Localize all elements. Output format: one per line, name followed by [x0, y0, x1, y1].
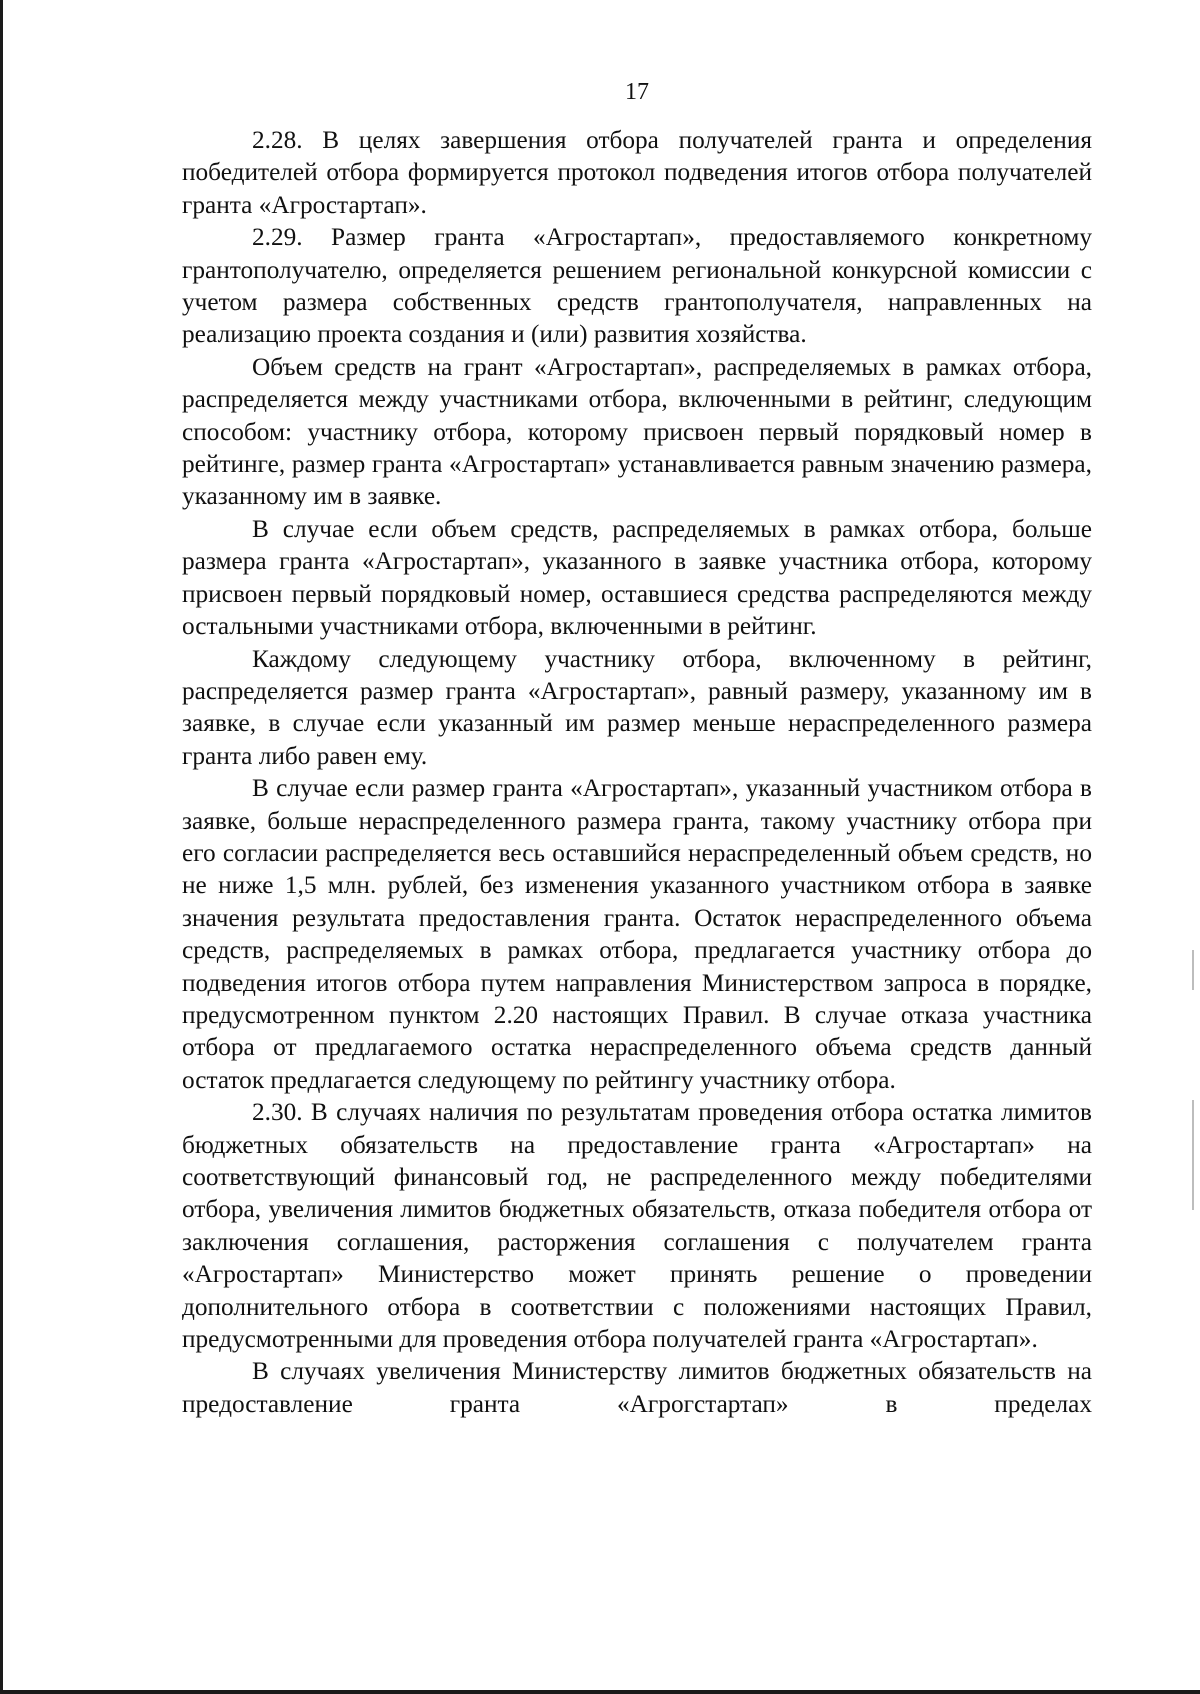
scan-border-left: [0, 0, 3, 1694]
paragraph: Объем средств на грант «Агростартап», распределяемых в рамках отбора, распределяется между участниками отбора, включенными в рейтинг, следующим способом: участнику отбора, которому присвоен первый порядковый номер в рейтинге, размер гранта «Агростартап» устанавливается равным значению размера, указанному им в заявке.: [182, 352, 1092, 511]
scan-border-bottom: [0, 1690, 1200, 1694]
document-body: [182, 124, 1092, 1420]
paragraph-2-30: 2.30. В случаях наличия по результатам проведения отбора остатка лимитов бюджетных обязательств на предоставление гранта «Агростартап» на соответствующий финансовый год, не распределенного между победителями отбора, увеличения лимитов бюджетных обязательств, отказа победителя отбора от заключения соглашения, расторжения соглашения с получателем гранта «Агростартап» Министерство может принять решение о проведении дополнительного отбора в соответствии с положениями настоящих Правил, предусмотренными для проведения отбора получателей гранта «Агростартап».: [182, 1098, 1092, 1354]
paragraph-2-29: 2.29. Размер гранта «Агростартап», предоставляемого конкретному грантополучателю, определяется решением региональной конкурсной комиссии с учетом размера собственных средств грантополучателя, направленных на реализацию проекта создания и (или) развития хозяйства.: [182, 223, 1092, 349]
paragraph: Каждому следующему участнику отбора, включенному в рейтинг, распределяется размер гранта «Агростартап», равный размеру, указанному им в заявке, в случае если указанный им размер меньше нераспределенного размера гранта либо равен ему.: [182, 644, 1092, 770]
paragraph-2-28: 2.28. В целях завершения отбора получателей гранта и определения победителей отбора формируется протокол подведения итогов отбора получателей гранта «Агростартап».: [182, 126, 1092, 219]
page-number: 17: [625, 79, 649, 105]
scan-mark-right: [1192, 1100, 1194, 1210]
paragraph: В случае если объем средств, распределяемых в рамках отбора, больше размера гранта «Агростартап», указанного в заявке участника отбора, которому присвоен первый порядковый номер, оставшиеся средства распределяются между остальными участниками отбора, включенными в рейтинг.: [182, 514, 1092, 641]
paragraph: В случае если размер гранта «Агростартап», указанный участником отбора в заявке, больше нераспределенного размера гранта, такому участнику отбора при его согласии распределяется весь оставшийся нераспределенный объем средств, но не ниже 1,5 млн. рублей, без изменения указанного участником отбора в заявке значения результата предоставления гранта. Остаток нераспределенного объема средств, распределяемых в рамках отбора, предлагается участнику отбора до подведения итогов отбора путем направления Министерством запроса в порядке, предусмотренном пунктом 2.20 настоящих Правил. В случае отказа участника отбора от предлагаемого остатка нераспределенного объема средств данный остаток предлагается следующему по рейтингу участнику отбора.: [182, 774, 1092, 1094]
paragraph: В случаях увеличения Министерству лимитов бюджетных обязательств на предоставление гранта «Агрогстартап» в пределах: [182, 1357, 1092, 1418]
scan-mark-right: [1192, 950, 1194, 990]
